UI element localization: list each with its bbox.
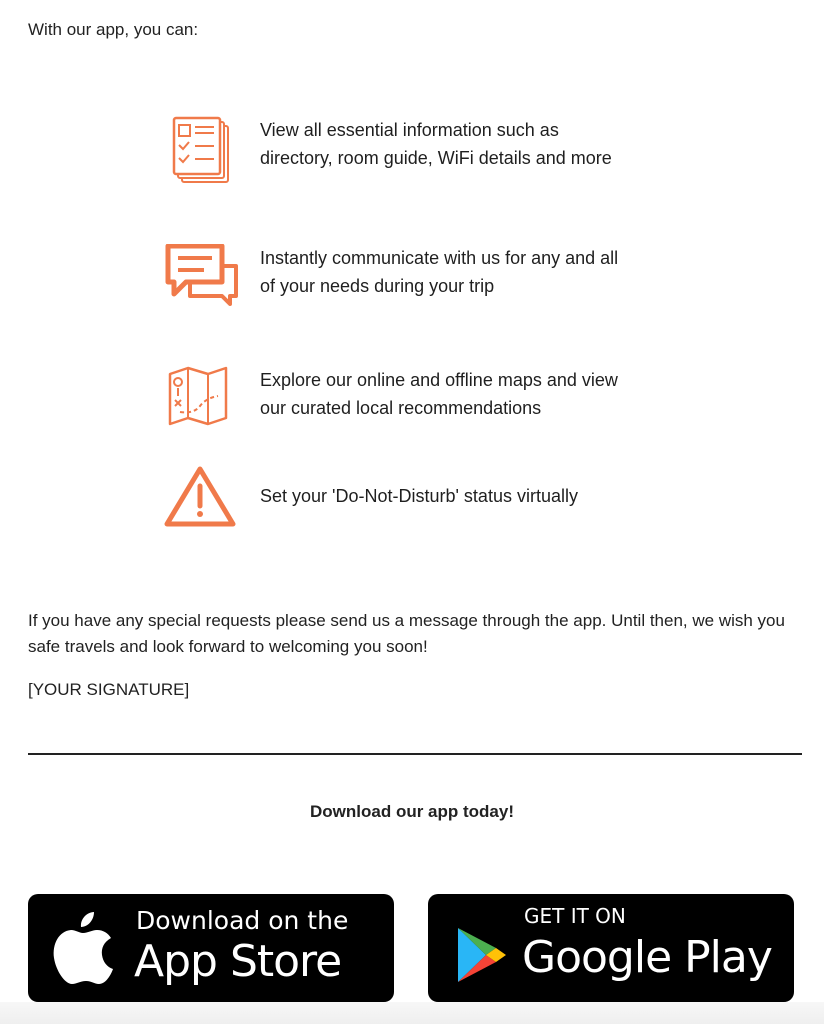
section-divider bbox=[28, 753, 802, 755]
badge-store-name: App Store bbox=[134, 936, 342, 987]
chat-bubbles-icon bbox=[164, 244, 238, 314]
feature-text bbox=[260, 366, 680, 422]
page-bottom-edge bbox=[0, 1002, 824, 1024]
feature-line-2: of your needs during your trip bbox=[260, 276, 495, 296]
feature-item-communicate bbox=[164, 244, 684, 314]
download-cta-heading: Download our app today! bbox=[310, 802, 514, 821]
feature-line-2: our curated local recommendations bbox=[260, 398, 542, 418]
apple-logo-icon bbox=[50, 908, 116, 993]
document-list-icon bbox=[164, 116, 238, 186]
feature-item-maps bbox=[164, 366, 684, 436]
intro-text: With our app, you can: bbox=[28, 20, 199, 39]
google-play-badge-button[interactable] bbox=[428, 894, 794, 1002]
badge-store-name: Google Play bbox=[522, 932, 772, 983]
feature-item-information bbox=[164, 116, 684, 186]
feature-text bbox=[260, 482, 680, 510]
feature-line-1: Set your 'Do-Not-Disturb' status virtually bbox=[260, 486, 578, 506]
app-store-badge-button[interactable] bbox=[28, 894, 394, 1002]
closing-message: If you have any special requests please send us a message through the app. Until then, we wish you safe travels and look forward to welcoming you soon! bbox=[28, 611, 785, 656]
feature-line-1: Instantly communicate with us for any and all bbox=[260, 248, 619, 268]
signature-placeholder: [YOUR SIGNATURE] bbox=[28, 680, 190, 699]
warning-icon bbox=[164, 466, 238, 536]
feature-line-2: directory, room guide, WiFi details and more bbox=[260, 148, 612, 168]
google-play-logo-icon bbox=[456, 926, 508, 989]
feature-text bbox=[260, 244, 680, 300]
feature-text bbox=[260, 116, 680, 172]
map-icon bbox=[164, 366, 238, 436]
feature-line-1: View all essential information such as bbox=[260, 120, 559, 140]
feature-item-do-not-disturb bbox=[164, 466, 684, 536]
badge-small-text: Download on the bbox=[136, 906, 349, 935]
feature-line-1: Explore our online and offline maps and view bbox=[260, 370, 618, 390]
badge-small-text: GET IT ON bbox=[524, 904, 626, 928]
